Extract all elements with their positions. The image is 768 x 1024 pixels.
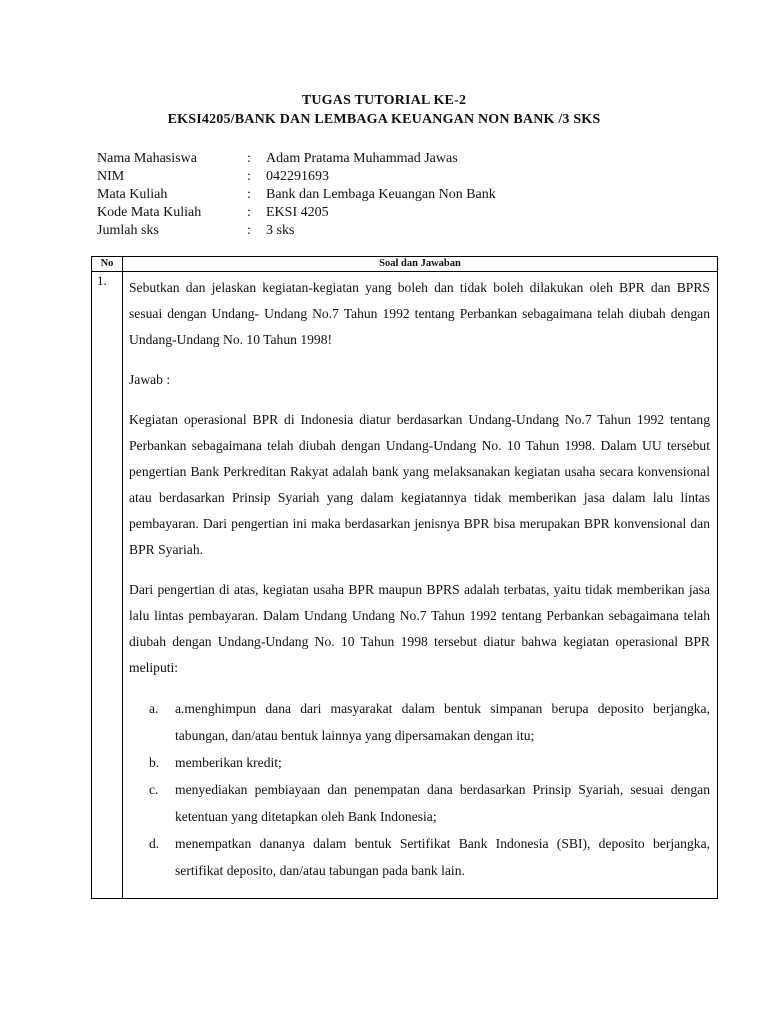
info-colon: : [247,169,251,184]
info-row-nim [97,168,496,186]
info-label: Nama Mahasiswa [97,151,197,166]
table-header-row [92,257,718,272]
activity-list [129,695,710,884]
answer-paragraph-2: Dari pengertian di atas, kegiatan usaha BPR maupun BPRS adalah terbatas, yaitu tidak memberikan jasa lalu lintas pembayaran. Dalam Undang Undang No.7 Tahun 1992 tentang Perbankan sebagaimana telah diubah dengan Undang-Undang No. 10 Tahun 1998 tersebut diatur bahwa kegiatan operasional BPR meliputi: [129,582,710,675]
info-colon: : [247,151,251,166]
info-colon: : [247,187,251,202]
info-row-course [97,186,496,204]
info-row-name [97,150,496,168]
list-item [149,776,710,830]
question-text: Sebutkan dan jelaskan kegiatan-kegiatan yang boleh dan tidak boleh dilakukan oleh BPR dan BPRS sesuai dengan Undang- Undang No.7 Tahun 1992 tentang Perbankan sebagaimana telah diubah dengan Undang-Undang No. 10 Tahun 1998! [129,280,710,347]
list-item [149,695,710,749]
list-item-text: menyediakan pembiayaan dan penempatan dana berdasarkan Prinsip Syariah, sesuai dengan ketentuan yang ditetapkan oleh Bank Indonesia; [175,782,710,824]
info-label: Mata Kuliah [97,187,168,202]
info-value: 3 sks [266,223,295,238]
table-row [92,272,718,899]
info-label: NIM [97,169,125,184]
student-info [97,150,496,240]
answer-label: Jawab : [129,372,171,387]
answer-paragraph-1: Kegiatan operasional BPR di Indonesia diatur berdasarkan Undang-Undang No.7 Tahun 1992 tentang Perbankan sebagaimana telah diubah dengan Undang-Undang No. 10 Tahun 1998. Dalam UU tersebut pengertian Bank Perkreditan Rakyat adalah bank yang melaksanakan kegiatan usaha secara konvensional atau berdasarkan Prinsip Syariah yang dalam kegiatannya tidak memberikan jasa dalam lalu lintas pembayaran. Dari pengertian ini maka berdasarkan jenisnya BPR bisa merupakan BPR konvensional dan BPR Syariah. [129,412,710,557]
header-no: No [92,257,123,272]
qa-table [91,256,718,899]
info-value: EKSI 4205 [266,205,329,220]
list-item-text: menempatkan dananya dalam bentuk Sertifikat Bank Indonesia (SBI), deposito berjangka, sertifikat deposito, dan/atau tabungan pada bank lain. [175,836,710,878]
header-content: Soal dan Jawaban [123,257,718,272]
list-marker: b. [149,755,160,770]
row-content [123,272,718,899]
info-label: Kode Mata Kuliah [97,205,202,220]
info-value: 042291693 [266,169,329,184]
list-marker: d. [149,836,160,851]
list-item-text: memberikan kredit; [175,755,282,770]
info-colon: : [247,205,251,220]
info-row-credits [97,222,496,240]
info-label: Jumlah sks [97,223,159,238]
list-item-text: a.menghimpun dana dari masyarakat dalam bentuk simpanan berupa deposito berjangka, tabungan, dan/atau bentuk lainnya yang dipersamakan dengan itu; [175,701,710,743]
document-title: TUGAS TUTORIAL KE-2 [301,93,467,108]
info-row-course-code [97,204,496,222]
list-item [149,749,710,776]
info-value: Bank dan Lembaga Keuangan Non Bank [266,187,496,202]
document-subtitle: EKSI4205/BANK DAN LEMBAGA KEUANGAN NON BANK /3 SKS [167,112,601,127]
info-colon: : [247,223,251,238]
row-number: 1. [92,272,123,899]
info-value: Adam Pratama Muhammad Jawas [266,151,458,166]
list-marker: a. [149,701,159,716]
list-item [149,830,710,884]
list-marker: c. [149,782,159,797]
